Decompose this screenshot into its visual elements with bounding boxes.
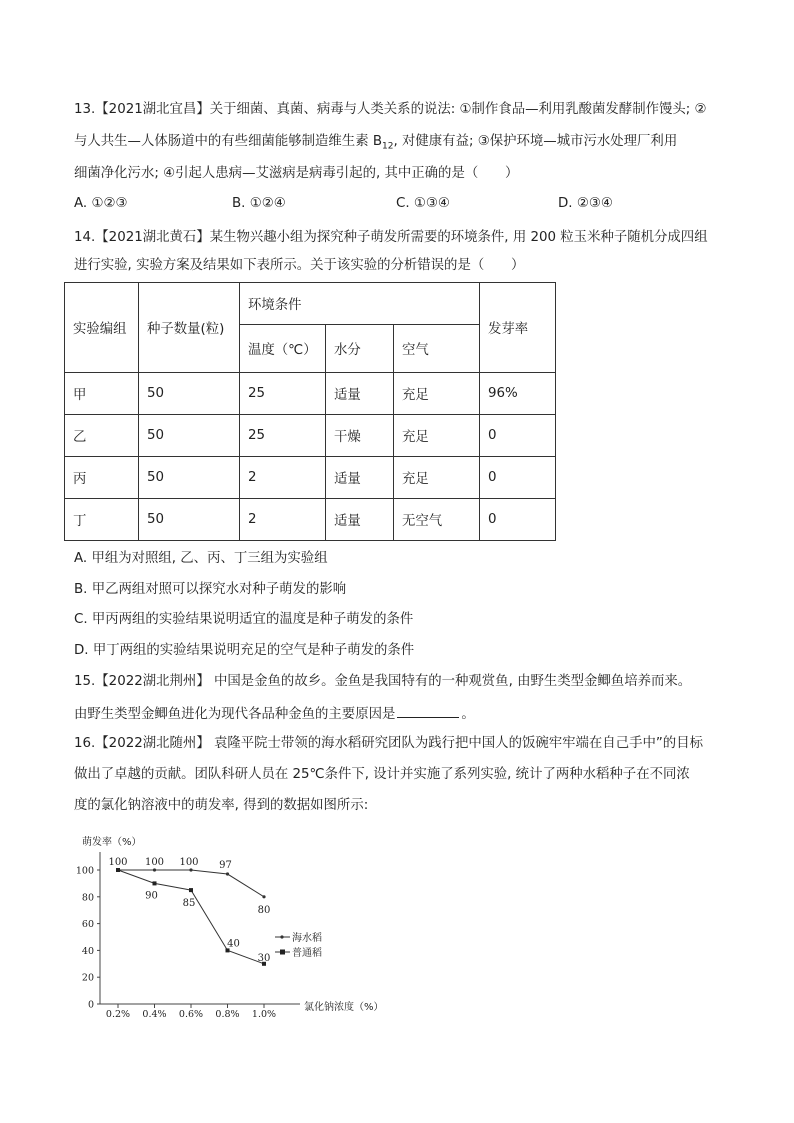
cell-water: 适量 — [326, 499, 394, 541]
x-tick-label: 0.2% — [105, 1009, 131, 1020]
q13-option-d[interactable]: D. ②③④ — [558, 196, 613, 211]
data-label-putongdao: 90 — [145, 890, 158, 902]
header-temperature: 温度（℃） — [240, 325, 326, 373]
q13-line-2a: 与人共生—人体肠道中的有些细菌能够制造维生素 B — [74, 134, 383, 149]
cell-water: 适量 — [326, 457, 394, 499]
cell-temperature: 2 — [240, 499, 326, 541]
series-line-putongdao — [118, 870, 264, 964]
data-label-putongdao: 85 — [182, 898, 196, 910]
data-label-putongdao: 30 — [257, 952, 271, 964]
cell-air: 充足 — [394, 373, 480, 415]
q13-option-c[interactable]: C. ①③④ — [396, 196, 450, 211]
vitamin-subscript: 12 — [382, 141, 394, 152]
y-tick-label: 40 — [81, 945, 94, 957]
q13-line-2b: , 对健康有益; ③保护环境—城市污水处理厂利用 — [393, 134, 678, 149]
x-tick-label: 1.0% — [251, 1009, 277, 1020]
y-tick-label: 80 — [81, 892, 94, 904]
q14-option-c[interactable]: C. 甲丙两组的实验结果说明适宜的温度是种子萌发的条件 — [74, 612, 414, 627]
data-label-haishuidao: 80 — [257, 904, 271, 916]
y-tick-label: 0 — [87, 999, 94, 1011]
legend-marker-haishuidao — [280, 935, 283, 938]
data-point-putongdao — [153, 881, 157, 885]
q16-line-2: 做出了卓越的贡献。团队科研人员在 25℃条件下, 设计并实施了系列实验, 统计了两种水稻种子在不同浓 — [74, 767, 690, 782]
data-point-haishuidao — [226, 872, 229, 875]
data-label-haishuidao: 100 — [144, 857, 165, 868]
cell-rate: 0 — [480, 499, 556, 541]
y-tick-label: 20 — [81, 972, 94, 984]
cell-air: 充足 — [394, 415, 480, 457]
q16-line-1: 16.【2022湖北随州】 袁隆平院士带领的海水稻研究团队为践行把中国人的饭碗牢牢端在自己手中”的目标 — [74, 736, 703, 751]
header-air: 空气 — [394, 325, 480, 373]
legend — [275, 931, 322, 959]
x-tick-label: 0.6% — [178, 1009, 204, 1020]
cell-rate: 96% — [480, 373, 556, 415]
q14-option-d[interactable]: D. 甲丁两组的实验结果说明充足的空气是种子萌发的条件 — [74, 643, 415, 658]
cell-count: 50 — [139, 415, 240, 457]
cell-water: 干燥 — [326, 415, 394, 457]
y-tick-label: 100 — [75, 865, 94, 877]
header-rate: 发芽率 — [480, 283, 556, 373]
cell-rate: 0 — [480, 457, 556, 499]
q16-line-3: 度的氯化钠溶液中的萌发率, 得到的数据如图所示: — [74, 798, 369, 813]
q14-option-b[interactable]: B. 甲乙两组对照可以探究水对种子萌发的影响 — [74, 582, 347, 597]
data-label-haishuidao: 100 — [179, 857, 199, 868]
header-group: 实验编组 — [65, 283, 139, 373]
q15-line-2-text: 由野生类型金鲫鱼进化为现代各品种金鱼的主要原因是 — [74, 707, 396, 722]
cell-air: 充足 — [394, 457, 480, 499]
q13-option-a[interactable]: A. ①②③ — [74, 196, 128, 211]
header-water: 水分 — [326, 325, 394, 373]
cell-count: 50 — [139, 457, 240, 499]
data-point-haishuidao — [189, 868, 192, 871]
q13-line-1: 13.【2021湖北宜昌】关于细菌、真菌、病毒与人类关系的说法: ①制作食品—利用乳酸菌发酵制作馒头; ② — [74, 102, 707, 117]
q14-line-2: 进行实验, 实验方案及结果如下表所示。关于该实验的分析错误的是（ ） — [74, 258, 525, 273]
series-line-haishuidao — [118, 870, 264, 897]
cell-count: 50 — [139, 499, 240, 541]
data-label-haishuidao: 97 — [219, 860, 232, 872]
legend-label-putongdao: 普通稻 — [292, 948, 322, 959]
y-tick-label: 60 — [81, 919, 94, 931]
q14-line-1: 14.【2021湖北黄石】某生物兴趣小组为探究种子萌发所需要的环境条件, 用 200 粒玉米种子随机分成四组 — [74, 230, 708, 245]
data-point-putongdao — [189, 888, 193, 892]
legend-marker-putongdao — [280, 950, 285, 955]
cell-temperature: 25 — [240, 373, 326, 415]
q13-option-b[interactable]: B. ①②④ — [232, 196, 286, 211]
header-count: 种子数量(粒) — [139, 283, 240, 373]
q15-line-1: 15.【2022湖北荆州】 中国是金鱼的故乡。金鱼是我国特有的一种观赏鱼, 由野生类型金鲫鱼培养而来。 — [74, 674, 692, 689]
data-point-putongdao — [116, 868, 120, 872]
data-point-haishuidao — [262, 895, 265, 898]
q14-option-a[interactable]: A. 甲组为对照组, 乙、丙、丁三组为实验组 — [74, 551, 328, 566]
data-label-putongdao: 40 — [227, 938, 240, 950]
q15-line-2-end: 。 — [461, 707, 475, 722]
x-tick-label: 0.8% — [215, 1009, 240, 1020]
cell-rate: 0 — [480, 415, 556, 457]
q13-line-3: 细菌净化污水; ④引起人患病—艾滋病是病毒引起的, 其中正确的是（ ） — [74, 166, 519, 181]
legend-label-haishuidao: 海水稻 — [292, 933, 322, 944]
data-label-haishuidao: 100 — [108, 857, 128, 868]
cell-group: 甲 — [65, 373, 139, 415]
data-point-haishuidao — [153, 868, 156, 871]
cell-air: 无空气 — [394, 499, 480, 541]
x-axis-label: 氯化钠浓度（%） — [304, 1002, 384, 1013]
cell-group: 丁 — [65, 499, 139, 541]
cell-water: 适量 — [326, 373, 394, 415]
header-environment: 环境条件 — [240, 283, 480, 325]
x-tick-label: 0.4% — [142, 1009, 167, 1020]
cell-group: 丙 — [65, 457, 139, 499]
y-axis-label: 萌发率（%） — [82, 837, 142, 848]
cell-group: 乙 — [65, 415, 139, 457]
cell-temperature: 25 — [240, 415, 326, 457]
cell-temperature: 2 — [240, 457, 326, 499]
cell-count: 50 — [139, 373, 240, 415]
